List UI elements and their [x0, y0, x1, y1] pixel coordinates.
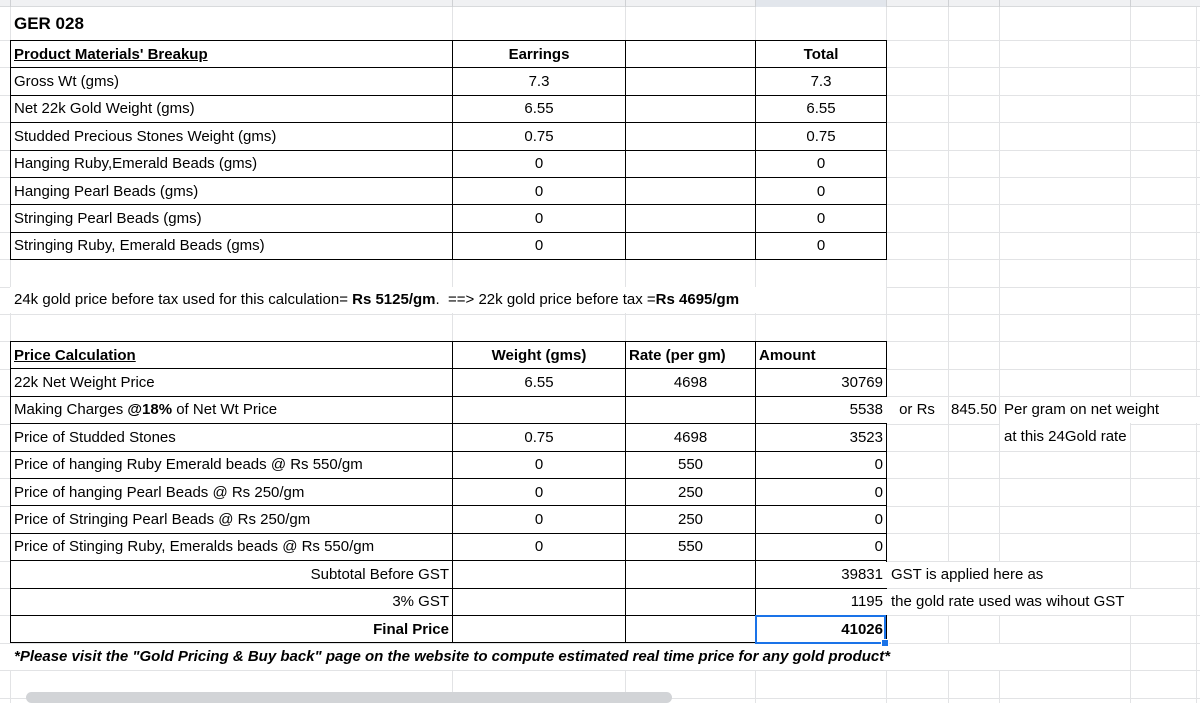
sheet-title[interactable]: GER 028 — [14, 14, 84, 33]
annotation-or-rs[interactable]: or Rs — [886, 397, 948, 423]
table-row — [11, 588, 887, 615]
gridline-horizontal — [0, 670, 1200, 671]
cell-weight[interactable]: 0.75 — [453, 424, 626, 451]
cell-label-final-price[interactable]: Final Price — [11, 615, 453, 642]
table-row — [11, 95, 887, 122]
cell-label[interactable]: 22k Net Weight Price — [11, 369, 453, 396]
cell-label[interactable]: Hanging Pearl Beads (gms) — [11, 177, 453, 204]
annotation-gst-note2[interactable]: the gold rate used was wihout GST — [886, 589, 1164, 615]
footer-note[interactable]: *Please visit the "Gold Pricing & Buy back" page on the website to compute estimated real time price for any gold product* — [10, 644, 1130, 670]
cell-label[interactable]: Price of hanging Pearl Beads @ Rs 250/gm — [11, 478, 453, 505]
gold-price-22k-value: Rs 4695/gm — [655, 291, 740, 308]
cell-rate[interactable] — [626, 615, 756, 642]
cell-blank[interactable] — [626, 95, 756, 122]
table-row — [11, 424, 887, 451]
table-row — [11, 177, 887, 204]
gold-price-note[interactable] — [10, 287, 886, 313]
cell-blank[interactable] — [626, 123, 756, 150]
cell-weight[interactable]: 0 — [453, 451, 626, 478]
header-separator — [755, 0, 756, 7]
materials-header-row — [11, 41, 887, 68]
cell-blank[interactable] — [626, 68, 756, 95]
cell-earrings[interactable]: 0 — [453, 232, 626, 259]
cell-blank[interactable] — [626, 232, 756, 259]
cell-earrings[interactable]: 6.55 — [453, 95, 626, 122]
cell-total[interactable]: 0 — [756, 205, 887, 232]
cell-amount[interactable]: 0 — [756, 506, 887, 533]
table-row — [11, 506, 887, 533]
cell-label[interactable]: Price of Stringing Pearl Beads @ Rs 250/gm — [11, 506, 453, 533]
cell-rate[interactable]: 550 — [626, 451, 756, 478]
cell-blank[interactable] — [626, 205, 756, 232]
selected-column-highlight — [755, 0, 886, 7]
cell-amount[interactable]: 0 — [756, 533, 887, 560]
gold-price-24k-value: Rs 5125/gm — [352, 291, 436, 308]
cell-label[interactable] — [11, 396, 453, 423]
table-row — [11, 396, 887, 423]
header-separator — [452, 0, 453, 7]
cell-amount[interactable]: 5538 — [756, 396, 887, 423]
cell-rate[interactable] — [626, 588, 756, 615]
cell-total[interactable]: 6.55 — [756, 95, 887, 122]
cell-label-subtotal[interactable]: Subtotal Before GST — [11, 561, 453, 588]
header-separator — [948, 0, 949, 7]
cell-weight[interactable] — [453, 561, 626, 588]
cell-total[interactable]: 0 — [756, 177, 887, 204]
header-separator — [10, 0, 11, 7]
table-row — [11, 561, 887, 588]
table-row — [11, 533, 887, 560]
price-header-amount[interactable]: Amount — [756, 342, 887, 369]
cell-label[interactable]: Price of Studded Stones — [11, 424, 453, 451]
cell-weight[interactable] — [453, 588, 626, 615]
table-row — [11, 369, 887, 396]
cell-total[interactable]: 7.3 — [756, 68, 887, 95]
cell-label[interactable]: Studded Precious Stones Weight (gms) — [11, 123, 453, 150]
cell-label[interactable]: Net 22k Gold Weight (gms) — [11, 95, 453, 122]
materials-header-earrings[interactable]: Earrings — [453, 41, 626, 68]
table-row — [11, 615, 887, 642]
table-row — [11, 205, 887, 232]
gold-price-note-text: 24k gold price before tax used for this calculation= — [14, 291, 353, 308]
cell-earrings[interactable]: 0 — [453, 150, 626, 177]
price-header-rate[interactable]: Rate (per gm) — [626, 342, 756, 369]
cell-earrings[interactable]: 7.3 — [453, 68, 626, 95]
cell-rate[interactable] — [626, 396, 756, 423]
cell-amount[interactable]: 0 — [756, 478, 887, 505]
header-separator — [1130, 0, 1131, 7]
header-separator — [625, 0, 626, 7]
table-row — [11, 123, 887, 150]
cell-earrings[interactable]: 0 — [453, 205, 626, 232]
cell-rate[interactable]: 250 — [626, 506, 756, 533]
cell-amount[interactable]: 1195 — [756, 588, 887, 615]
cell-weight[interactable]: 0 — [453, 478, 626, 505]
gridline-horizontal — [0, 314, 1200, 315]
cell-label[interactable]: Price of Stinging Ruby, Emeralds beads @ Rs 550/gm — [11, 533, 453, 560]
cell-weight[interactable] — [453, 396, 626, 423]
cell-rate[interactable] — [626, 561, 756, 588]
price-header-label[interactable]: Price Calculation — [11, 342, 453, 369]
cell-weight[interactable]: 0 — [453, 506, 626, 533]
cell-weight[interactable]: 6.55 — [453, 369, 626, 396]
cell-blank[interactable] — [626, 150, 756, 177]
cell-label[interactable]: Price of hanging Ruby Emerald beads @ Rs 550/gm — [11, 451, 453, 478]
cell-weight[interactable] — [453, 615, 626, 642]
table-row — [11, 478, 887, 505]
cell-total[interactable]: 0.75 — [756, 123, 887, 150]
cell-earrings[interactable]: 0.75 — [453, 123, 626, 150]
price-calculation-table — [10, 341, 887, 643]
cell-label[interactable]: Hanging Ruby,Emerald Beads (gms) — [11, 150, 453, 177]
cell-label[interactable]: Stringing Ruby, Emerald Beads (gms) — [11, 232, 453, 259]
cell-label[interactable]: Gross Wt (gms) — [11, 68, 453, 95]
horizontal-scrollbar-thumb[interactable] — [26, 692, 672, 703]
cell-weight[interactable]: 0 — [453, 533, 626, 560]
materials-table — [10, 40, 887, 260]
cell-total[interactable]: 0 — [756, 150, 887, 177]
cell-total[interactable]: 0 — [756, 232, 887, 259]
cell-earrings[interactable]: 0 — [453, 177, 626, 204]
cell-amount[interactable]: 30769 — [756, 369, 887, 396]
materials-header-label[interactable]: Product Materials' Breakup — [11, 41, 453, 68]
annotation-per-gram-value[interactable]: 845.50 — [949, 397, 999, 423]
materials-header-blank[interactable] — [626, 41, 756, 68]
price-header-weight[interactable]: Weight (gms) — [453, 342, 626, 369]
gridline-vertical — [1196, 0, 1197, 703]
making-charges-text: Making Charges — [14, 401, 128, 419]
materials-header-total[interactable]: Total — [756, 41, 887, 68]
annotation-gst-note1[interactable]: GST is applied here as — [886, 562, 1056, 588]
cell-amount[interactable]: 39831 — [756, 561, 887, 588]
cell-amount[interactable]: 0 — [756, 451, 887, 478]
cell-label[interactable]: Stringing Pearl Beads (gms) — [11, 205, 453, 232]
table-row — [11, 68, 887, 95]
annotation-per-gram-text[interactable]: Per gram on net weight — [1000, 397, 1199, 423]
header-separator — [886, 0, 887, 7]
column-header-sliver — [0, 0, 1200, 7]
table-row — [11, 150, 887, 177]
cell-blank[interactable] — [626, 177, 756, 204]
fill-handle[interactable] — [881, 639, 889, 647]
table-row — [11, 451, 887, 478]
gold-price-note-text2: . ==> 22k gold price before tax = — [435, 291, 656, 308]
cell-rate[interactable]: 4698 — [626, 369, 756, 396]
header-separator — [999, 0, 1000, 7]
cell-amount[interactable]: 3523 — [756, 424, 887, 451]
making-charges-percent: @18% — [127, 401, 173, 419]
cell-rate[interactable]: 250 — [626, 478, 756, 505]
cell-rate[interactable]: 550 — [626, 533, 756, 560]
table-row — [11, 232, 887, 259]
making-charges-text2: of Net Wt Price — [172, 401, 278, 419]
annotation-per-gram-text2[interactable]: at this 24Gold rate — [1000, 424, 1130, 450]
cell-rate[interactable]: 4698 — [626, 424, 756, 451]
price-header-row — [11, 342, 887, 369]
cell-label-gst[interactable]: 3% GST — [11, 588, 453, 615]
cell-amount-final[interactable]: 41026 — [756, 615, 887, 642]
